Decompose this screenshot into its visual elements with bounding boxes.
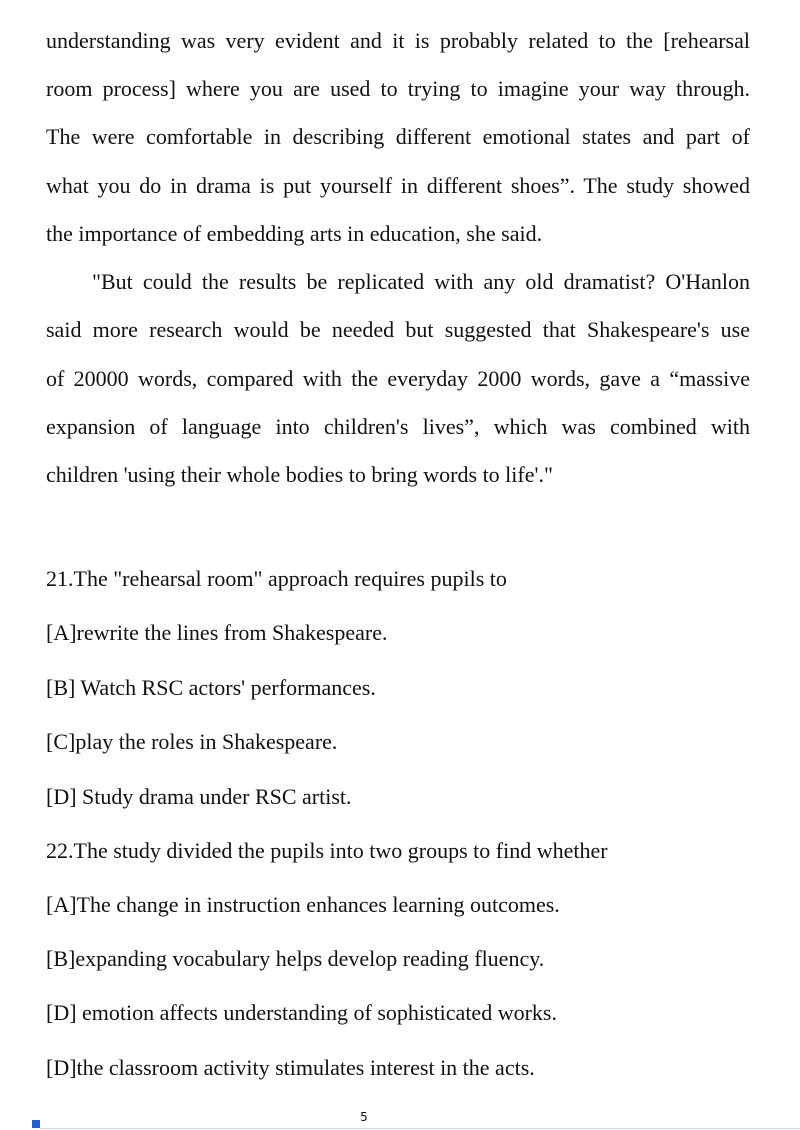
passage-line: room process] where you are used to trying to imagine your way through. <box>46 76 750 101</box>
question-21-option-a: [A]rewrite the lines from Shakespeare. <box>46 620 388 645</box>
page-number: 5 <box>360 1110 368 1124</box>
passage-line: "But could the results be replicated with any old dramatist? O'Hanlon <box>92 269 750 294</box>
question-21-stem: 21.The "rehearsal room" approach requires pupils to <box>46 566 507 591</box>
passage-line: understanding was very evident and it is probably related to the [rehearsal <box>46 28 750 53</box>
question-22-option-c: [D] emotion affects understanding of sophisticated works. <box>46 1000 557 1025</box>
question-22-stem: 22.The study divided the pupils into two groups to find whether <box>46 838 608 863</box>
passage-line: children 'using their whole bodies to bring words to life'." <box>46 462 553 487</box>
question-22-option-b: [B]expanding vocabulary helps develop reading fluency. <box>46 946 545 971</box>
passage-line: expansion of language into children's lives”, which was combined with <box>46 414 750 439</box>
passage-line: the importance of embedding arts in education, she said. <box>46 221 543 246</box>
passage-line: of 20000 words, compared with the everyday 2000 words, gave a “massive <box>46 366 750 391</box>
question-21-option-c: [C]play the roles in Shakespeare. <box>46 729 338 754</box>
question-21-option-b: [B] Watch RSC actors' performances. <box>46 675 376 700</box>
passage-line: said more research would be needed but suggested that Shakespeare's use <box>46 317 750 342</box>
question-21-option-d: [D] Study drama under RSC artist. <box>46 784 352 809</box>
page-bottom-divider <box>40 1128 800 1129</box>
page-corner-mark-icon <box>32 1120 40 1128</box>
question-22-option-d: [D]the classroom activity stimulates interest in the acts. <box>46 1055 535 1080</box>
passage-line: what you do in drama is put yourself in different shoes”. The study showed <box>46 173 750 198</box>
passage-line: The were comfortable in describing different emotional states and part of <box>46 124 750 149</box>
question-22-option-a: [A]The change in instruction enhances learning outcomes. <box>46 892 560 917</box>
